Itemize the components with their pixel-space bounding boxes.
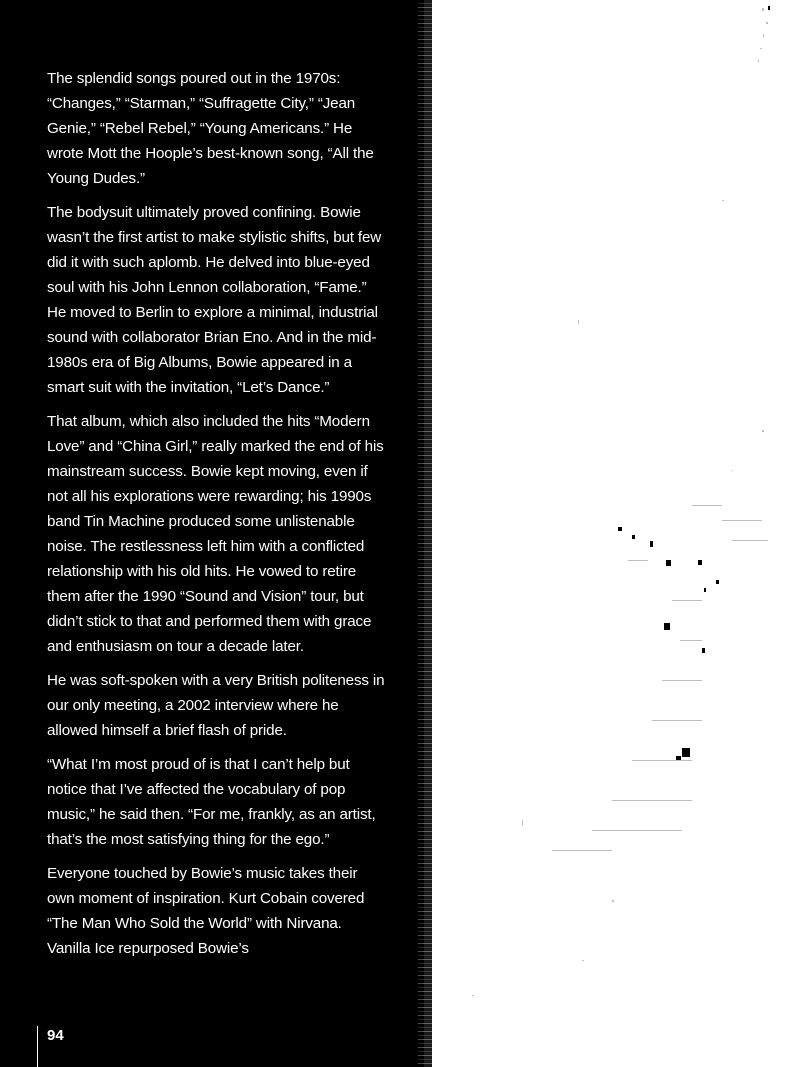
halftone-portrait-image [432,0,800,1067]
article-paragraph: The bodysuit ultimately proved confining. Bowie wasn’t the first artist to make stylistic shifts, but few did it with such aplomb. He delved into blue-eyed soul with his John Lennon collaboration, “Fame.” He moved to Berlin to explore a minimal, industrial sound with collaborator Brian Eno. And in the mid-1980s era of Big Albums, Bowie appeared in a smart suit with the invitation, “Let’s Dance.” [47,204,382,396]
article-paragraph: He was soft-spoken with a very British politeness in our only meeting, a 2002 interview where he allowed himself a brief flash of pride. [47,672,385,739]
article-paragraph: “What I’m most proud of is that I can’t help but notice that I’ve affected the vocabulary of pop music,” he said then. “For me, frankly, as an artist, that’s the most satisfying thing for the ego.” [47,756,376,848]
article-paragraph: The splendid songs poured out in the 1970s: “Changes,” “Starman,” “Suffragette City,” “Jean Genie,” “Rebel Rebel,” “Young Americans.” He wrote Mott the Hoople’s best-known song, “All the Young Dudes.” [47,70,374,187]
article-body [47,66,387,970]
panel-torn-edge [418,0,432,1067]
page-number-rule [37,1026,38,1067]
page-number: 94 [47,1027,64,1044]
article-paragraph: Everyone touched by Bowie’s music takes their own moment of inspiration. Kurt Cobain covered “The Man Who Sold the World” with Nirvana. Vanilla Ice repurposed Bowie’s [47,865,365,957]
article-paragraph: That album, which also included the hits “Modern Love” and “China Girl,” really marked the end of his mainstream success. Bowie kept moving, even if not all his explorations were rewarding; his 1990s band Tin Machine produced some unlistenable noise. The restlessness left him with a conflicted relationship with his old hits. He vowed to retire them after the 1990 “Sound and Vision” tour, but didn’t stick to that and performed them with grace and enthusiasm on tour a decade later. [47,413,384,655]
